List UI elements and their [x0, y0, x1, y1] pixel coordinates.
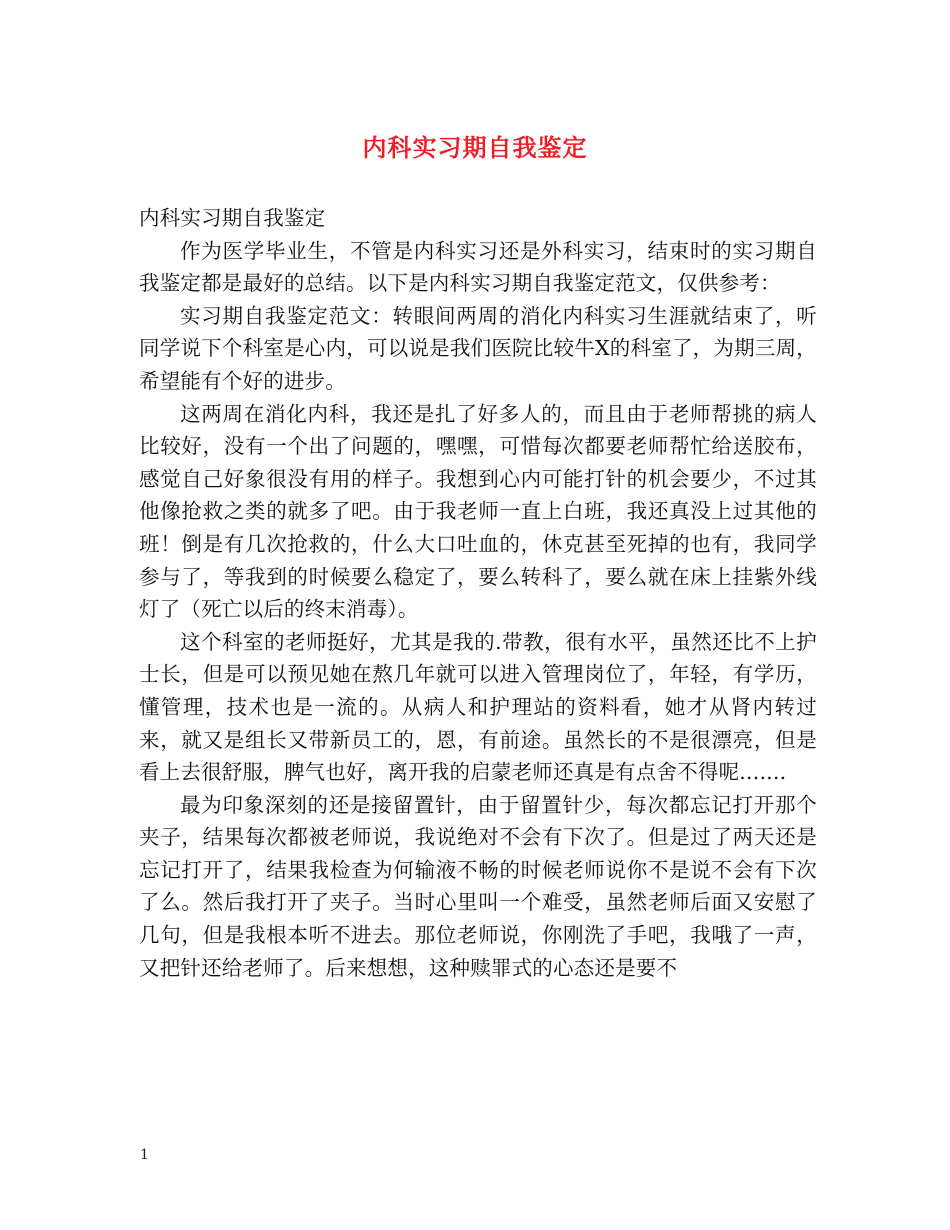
paragraph-heading: 内科实习期自我鉴定 [139, 206, 326, 230]
document-title: 内科实习期自我鉴定 [362, 133, 588, 162]
document-body [139, 202, 817, 984]
paragraph-intro: 作为医学毕业生，不管是内科实习还是外科实习，结束时的实习期自我鉴定都是最好的总结。以下是内科实习期自我鉴定范文，仅供参考： [139, 238, 817, 296]
paragraph-digestive-department: 这两周在消化内科，我还是扎了好多人的，而且由于老师帮挑的病人比较好，没有一个出了问题的，嘿嘿，可惜每次都要老师帮忙给送胶布，感觉自己好象很没有用的样子。我想到心内可能打针的机会要少，不过其他像抢救之类的就多了吧。由于我老师一直上白班，我还真没上过其他的班！倒是有几次抢救的，什么大口吐血的，休克甚至死掉的也有，我同学参与了，等我到的时候要么稳定了，要么转科了，要么就在床上挂紫外线灯了（死亡以后的终末消毒）。 [139, 401, 817, 622]
page-number: 1 [140, 1147, 149, 1163]
paragraph-teacher: 这个科室的老师挺好，尤其是我的.带教，很有水平，虽然还比不上护士长，但是可以预见她在熬几年就可以进入管理岗位了，年轻，有学历，懂管理，技术也是一流的。从病人和护理站的资料看，她才从肾内转过来，就又是组长又带新员工的，恩，有前途。虽然长的不是很漂亮，但是看上去很舒服，脾气也好，离开我的启蒙老师还真是有点舍不得呢....... [139, 629, 817, 785]
paragraph-sample-start: 实习期自我鉴定范文：转眼间两周的消化内科实习生涯就结束了，听同学说下个科室是心内，可以说是我们医院比较牛X的科室了，为期三周，希望能有个好的进步。 [139, 303, 817, 393]
paragraph-indwelling-needle: 最为印象深刻的还是接留置针，由于留置针少，每次都忘记打开那个夹子，结果每次都被老师说，我说绝对不会有下次了。但是过了两天还是忘记打开了，结果我检查为何输液不畅的时候老师说你不是说不会有下次了么。然后我打开了夹子。当时心里叫一个难受，虽然老师后面又安慰了几句，但是我根本听不进去。那位老师说，你刚洗了手吧，我哦了一声，又把针还给老师了。后来想想，这种赎罪式的心态还是要不 [139, 792, 817, 980]
